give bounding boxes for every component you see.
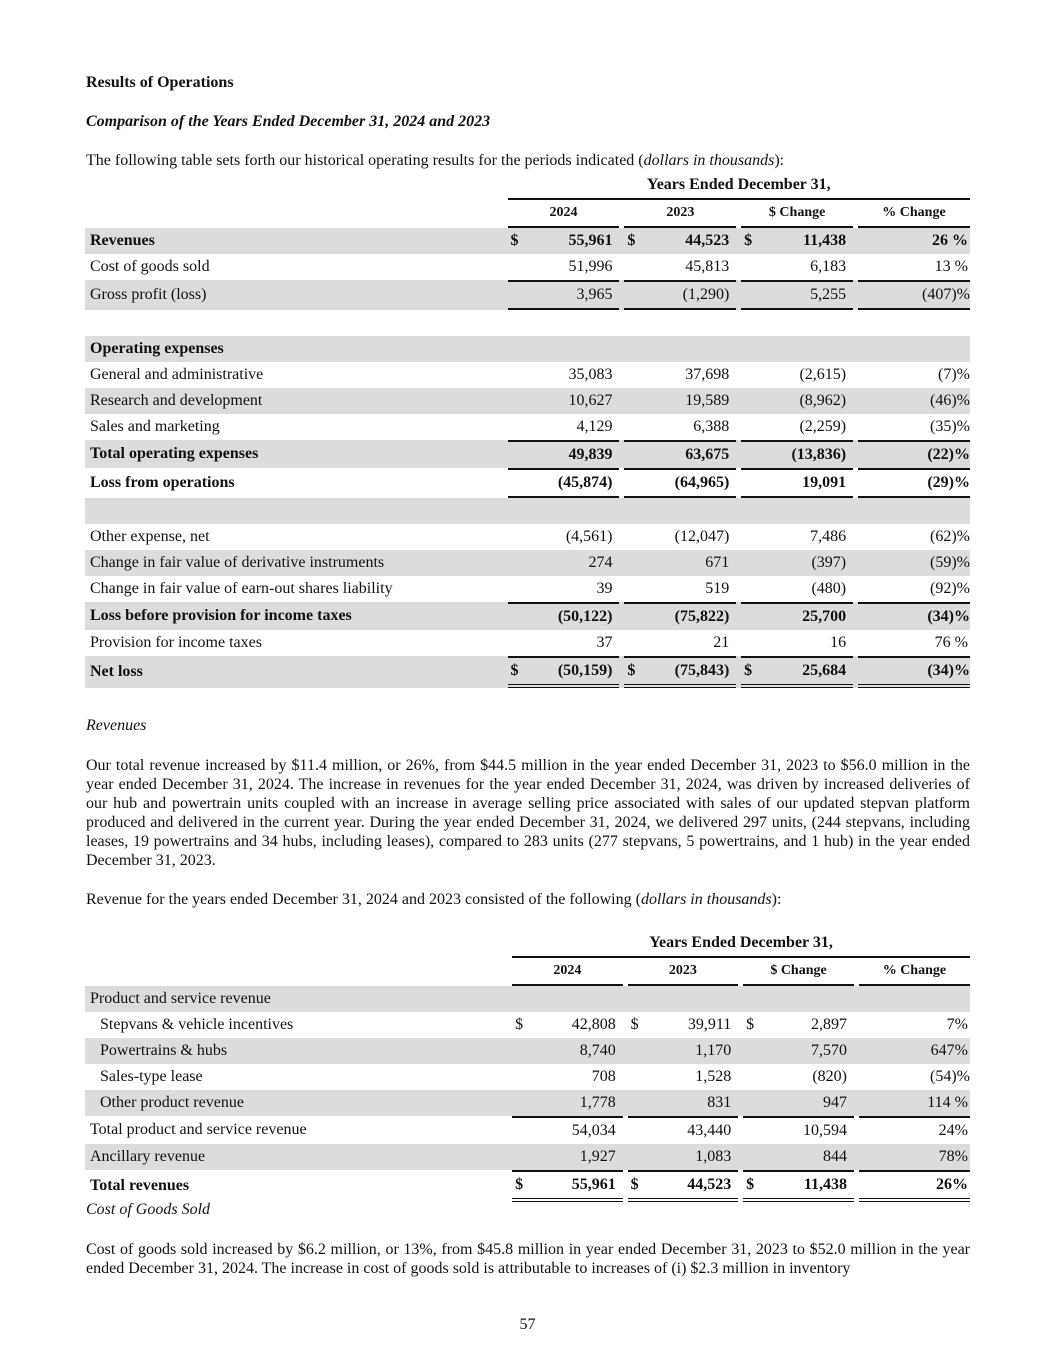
dollar-change — [741, 630, 853, 656]
value-2023 — [628, 986, 739, 1012]
dollar-change — [743, 1116, 854, 1144]
cell-value: (29)% — [927, 474, 970, 491]
dollar-change — [741, 254, 853, 280]
value-2023 — [628, 1038, 739, 1064]
cell-value: 24% — [938, 1122, 968, 1139]
dollar-change — [741, 310, 853, 336]
cell-value: 708 — [591, 1068, 616, 1085]
dollar-change — [741, 498, 853, 524]
cell-value: 78% — [938, 1148, 968, 1165]
cell-value: 44,523 — [687, 1176, 732, 1193]
percent-change — [858, 468, 970, 498]
cell-value: 1,170 — [695, 1042, 732, 1059]
cell-value: 39 — [596, 580, 613, 597]
table-row — [85, 986, 970, 1012]
dollar-sign: $ — [627, 662, 636, 679]
dollar-change — [743, 1038, 854, 1064]
dollar-change — [743, 1170, 854, 1202]
cell-value: (64,965) — [674, 474, 730, 491]
cell-value: (2,615) — [799, 366, 847, 383]
cell-value: (50,122) — [557, 608, 613, 625]
value-2023 — [624, 524, 736, 550]
table-row — [85, 1144, 970, 1170]
cell-value: (13,836) — [791, 446, 847, 463]
cell-value: 7,570 — [810, 1042, 847, 1059]
cell-value: (75,843) — [674, 662, 730, 679]
dollar-change — [741, 388, 853, 414]
percent-change — [859, 1144, 970, 1170]
cell-value: 2,897 — [810, 1016, 847, 1033]
value-2024 — [512, 1170, 623, 1202]
table-row — [85, 440, 970, 468]
cell-value: 114 % — [927, 1094, 968, 1111]
percent-change — [858, 656, 970, 688]
column-header: 2024 — [508, 200, 620, 228]
dollar-sign: $ — [630, 1176, 639, 1193]
value-2023 — [624, 468, 736, 498]
cell-value: 35,083 — [568, 366, 613, 383]
cell-value: (75,822) — [674, 608, 730, 625]
value-2024 — [508, 362, 620, 388]
cell-value: 1,927 — [579, 1148, 616, 1165]
cell-value: 55,961 — [568, 232, 613, 249]
cell-value: 43,440 — [687, 1122, 732, 1139]
value-2023 — [624, 602, 736, 630]
cell-value: 54,034 — [571, 1122, 616, 1139]
value-2023 — [628, 1170, 739, 1202]
cell-value: 19,589 — [685, 392, 730, 409]
percent-change — [858, 576, 970, 602]
dollar-change — [743, 1144, 854, 1170]
table-row — [85, 362, 970, 388]
value-2023 — [624, 310, 736, 336]
dollar-change — [741, 280, 853, 310]
row-label: Net loss — [85, 656, 503, 688]
cell-value: 19,091 — [802, 474, 847, 491]
intro-text: The following table sets forth our historical operating results for the periods indicated ( — [86, 152, 644, 169]
row-label: Stepvans & vehicle incentives — [100, 1016, 294, 1033]
table-row — [85, 656, 970, 688]
cell-value: 39,911 — [687, 1016, 732, 1033]
row-label: Provision for income taxes — [90, 634, 262, 651]
value-2023 — [624, 498, 736, 524]
cell-value: 10,594 — [802, 1122, 847, 1139]
dollar-change — [741, 440, 853, 468]
page-number: 57 — [519, 1316, 536, 1333]
value-2023 — [624, 440, 736, 468]
cell-value: 11,438 — [802, 232, 847, 249]
value-2024 — [508, 336, 620, 362]
value-2023 — [624, 414, 736, 440]
value-2023 — [624, 228, 736, 254]
value-2024 — [508, 280, 620, 310]
dollar-change — [741, 362, 853, 388]
cell-value: 44,523 — [685, 232, 730, 249]
cell-value: (2,259) — [799, 418, 847, 435]
value-2024 — [508, 310, 620, 336]
column-header: 2023 — [624, 200, 736, 228]
row-label: Sales-type lease — [100, 1068, 203, 1085]
value-2024 — [508, 440, 620, 468]
cell-value: (45,874) — [557, 474, 613, 491]
table-row — [85, 1116, 970, 1144]
value-2023 — [624, 630, 736, 656]
cell-value: 947 — [822, 1094, 847, 1111]
value-2023 — [624, 576, 736, 602]
cell-value: 671 — [705, 554, 730, 571]
cell-value: 21 — [713, 634, 730, 651]
dollar-change — [741, 550, 853, 576]
value-2024 — [512, 986, 623, 1012]
cell-value: (22)% — [927, 446, 970, 463]
cell-value: 647% — [930, 1042, 968, 1059]
dollar-change — [743, 1064, 854, 1090]
value-2024 — [512, 1090, 623, 1116]
dollar-sign: $ — [515, 1016, 524, 1033]
value-2023 — [624, 362, 736, 388]
cell-value: (1,290) — [682, 286, 730, 303]
value-2024 — [508, 414, 620, 440]
cell-value: (34)% — [927, 608, 970, 625]
cogs-heading: Cost of Goods Sold — [86, 1201, 211, 1218]
dollar-sign: $ — [515, 1176, 524, 1193]
cell-value: 76 % — [934, 634, 968, 651]
cell-value: 63,675 — [685, 446, 730, 463]
percent-change — [858, 336, 970, 362]
intro-text-end: ): — [774, 152, 785, 169]
percent-change — [858, 228, 970, 254]
cell-value: (480) — [811, 580, 847, 597]
dollar-change — [741, 524, 853, 550]
value-2024 — [508, 602, 620, 630]
table-row — [85, 388, 970, 414]
table-row — [85, 1170, 970, 1202]
cell-value: (54)% — [930, 1068, 970, 1085]
table-row — [85, 1090, 970, 1116]
column-header: $ Change — [743, 958, 854, 986]
dollar-sign: $ — [630, 1016, 639, 1033]
percent-change — [859, 1012, 970, 1038]
cell-value: 49,839 — [568, 446, 613, 463]
intro-text: Revenue for the years ended December 31, 2024 and 2023 consisted of the following ( — [86, 891, 641, 908]
table-row — [85, 468, 970, 498]
percent-change — [858, 414, 970, 440]
cell-value: (59)% — [930, 554, 970, 571]
cell-value: 10,627 — [568, 392, 613, 409]
dollar-change — [741, 336, 853, 362]
row-label: Sales and marketing — [90, 418, 220, 435]
cell-value: 51,996 — [568, 258, 613, 275]
row-label: Other product revenue — [85, 1090, 507, 1116]
row-label: Ancillary revenue — [85, 1144, 507, 1170]
row-label: Other expense, net — [90, 528, 210, 545]
cell-value: (50,159) — [557, 662, 613, 679]
cell-value: (4,561) — [565, 528, 613, 545]
dollar-change — [741, 228, 853, 254]
table-row — [85, 576, 970, 602]
row-label — [85, 310, 503, 336]
dollar-sign: $ — [746, 1016, 755, 1033]
cell-value: 519 — [705, 580, 730, 597]
percent-change — [858, 550, 970, 576]
cell-value: 844 — [822, 1148, 847, 1165]
cell-value: 6,388 — [693, 418, 730, 435]
group-header: Years Ended December 31, — [512, 930, 970, 958]
cell-value: (92)% — [930, 580, 970, 597]
table-row — [85, 280, 970, 310]
percent-change — [858, 602, 970, 630]
row-label: Cost of goods sold — [90, 258, 210, 275]
table-row — [85, 336, 970, 362]
cell-value: 3,965 — [576, 286, 613, 303]
table-row — [85, 414, 970, 440]
table-row — [85, 524, 970, 550]
cell-value: 1,778 — [579, 1094, 616, 1111]
value-2024 — [512, 1038, 623, 1064]
cell-value: 25,700 — [802, 608, 847, 625]
value-2023 — [628, 1012, 739, 1038]
section-title: Results of Operations — [86, 74, 234, 91]
dollar-change — [741, 468, 853, 498]
table-row — [85, 498, 970, 524]
row-label: Operating expenses — [85, 336, 503, 362]
value-2024 — [508, 228, 620, 254]
column-header: 2024 — [512, 958, 623, 986]
value-2024 — [508, 550, 620, 576]
value-2024 — [512, 1144, 623, 1170]
cell-value: 45,813 — [685, 258, 730, 275]
cell-value: 5,255 — [810, 286, 847, 303]
value-2024 — [508, 254, 620, 280]
row-label: Powertrains & hubs — [85, 1038, 507, 1064]
table-row — [85, 1038, 970, 1064]
table-row — [85, 630, 970, 656]
dollar-sign: $ — [627, 232, 636, 249]
dollar-sign: $ — [746, 1176, 755, 1193]
percent-change — [858, 498, 970, 524]
value-2023 — [628, 1116, 739, 1144]
row-label: Total revenues — [90, 1177, 190, 1194]
table-row — [85, 550, 970, 576]
cell-value: 26 % — [932, 232, 968, 249]
value-2024 — [508, 524, 620, 550]
cell-value: 8,740 — [579, 1042, 616, 1059]
value-2024 — [508, 656, 620, 688]
cell-value: (820) — [812, 1068, 847, 1085]
cell-value: 1,528 — [695, 1068, 732, 1085]
cell-value: (7)% — [938, 366, 970, 383]
value-2023 — [624, 656, 736, 688]
dollar-sign: $ — [510, 232, 519, 249]
row-label: Loss before provision for income taxes — [85, 602, 503, 630]
revenues-paragraph: Our total revenue increased by $11.4 million, or 26%, from $44.5 million in the year ended December 31, 2023 to $56.0 million in the year ended December 31, 2024. The increase in revenues for the year ended December 31, 2024, was driven by increased deliveries of our hub and powertrain units coupled with an increase in average selling price associated with sales of our updated stepvan platform produced and delivered in the current year. During the year ended December 31, 2024, we delivered 297 units, (244 stepvans, including leases, 19 powertrains and 34 hubs, including leases), compared to 283 units (277 stepvans, 5 powertrains, and 1 hub) in the year ended December 31, 2023. — [86, 757, 970, 869]
cell-value: 11,438 — [803, 1176, 847, 1193]
cell-value: (34)% — [927, 662, 970, 679]
column-header: % Change — [859, 958, 970, 986]
table-row — [85, 310, 970, 336]
percent-change — [858, 630, 970, 656]
cell-value: (407)% — [922, 286, 970, 303]
column-header: 2023 — [628, 958, 739, 986]
percent-change — [858, 524, 970, 550]
cell-value: 26% — [936, 1176, 968, 1193]
intro-italic: dollars in thousands — [643, 152, 775, 169]
cell-value: 55,961 — [571, 1176, 616, 1193]
value-2024 — [508, 630, 620, 656]
cell-value: (397) — [811, 554, 847, 571]
percent-change — [859, 1038, 970, 1064]
table1-intro — [86, 152, 784, 170]
table-row — [85, 254, 970, 280]
percent-change — [858, 280, 970, 310]
cell-value: 42,808 — [571, 1016, 616, 1033]
cell-value: 4,129 — [576, 418, 613, 435]
cell-value: 7,486 — [810, 528, 847, 545]
percent-change — [858, 388, 970, 414]
dollar-change — [743, 1090, 854, 1116]
subsection-title: Comparison of the Years Ended December 31, 2024 and 2023 — [86, 113, 491, 130]
cell-value: (12,047) — [674, 528, 730, 545]
dollar-sign: $ — [744, 662, 753, 679]
value-2024 — [512, 1012, 623, 1038]
intro-italic: dollars in thousands — [640, 891, 772, 908]
percent-change — [859, 1116, 970, 1144]
dollar-change — [743, 986, 854, 1012]
revenues-heading: Revenues — [86, 717, 147, 734]
operating-results-table — [85, 172, 970, 688]
value-2024 — [512, 1116, 623, 1144]
table-row — [85, 1012, 970, 1038]
value-2023 — [624, 550, 736, 576]
cell-value: 274 — [588, 554, 613, 571]
table-row — [85, 602, 970, 630]
value-2023 — [624, 336, 736, 362]
intro-text-end: ): — [771, 891, 782, 908]
dollar-change — [741, 656, 853, 688]
cell-value: 7% — [946, 1016, 968, 1033]
row-label: General and administrative — [90, 366, 264, 383]
row-label: Total operating expenses — [85, 440, 503, 468]
value-2023 — [624, 388, 736, 414]
row-label: Loss from operations — [90, 474, 235, 491]
cell-value: (35)% — [930, 418, 970, 435]
percent-change — [858, 310, 970, 336]
cell-value: 16 — [830, 634, 847, 651]
percent-change — [859, 986, 970, 1012]
group-header: Years Ended December 31, — [508, 172, 970, 200]
value-2023 — [628, 1090, 739, 1116]
table-row — [85, 1064, 970, 1090]
value-2023 — [624, 280, 736, 310]
revenue-breakdown-table — [85, 930, 970, 1202]
value-2024 — [512, 1064, 623, 1090]
dollar-change — [741, 576, 853, 602]
cell-value: 13 % — [934, 258, 968, 275]
table-row — [85, 228, 970, 254]
column-header: % Change — [858, 200, 970, 228]
dollar-sign: $ — [744, 232, 753, 249]
row-label: Total product and service revenue — [90, 1121, 307, 1138]
row-label — [85, 498, 503, 524]
header-blank — [85, 172, 503, 200]
dollar-change — [743, 1012, 854, 1038]
percent-change — [858, 254, 970, 280]
row-label: Gross profit (loss) — [85, 280, 503, 310]
cell-value: (46)% — [930, 392, 970, 409]
row-label: Change in fair value of derivative instruments — [85, 550, 503, 576]
cell-value: 831 — [707, 1094, 732, 1111]
cogs-paragraph: Cost of goods sold increased by $6.2 million, or 13%, from $45.8 million in year ended December 31, 2023 to $52.0 million in the year ended December 31, 2024. The increase in cost of goods sold is attributable to increases of (i) $2.3 million in inventory — [86, 1241, 970, 1277]
percent-change — [859, 1090, 970, 1116]
cell-value: 1,083 — [695, 1148, 732, 1165]
value-2023 — [624, 254, 736, 280]
dollar-sign: $ — [510, 662, 519, 679]
row-label: Product and service revenue — [85, 986, 507, 1012]
cell-value: 37,698 — [685, 366, 730, 383]
percent-change — [859, 1064, 970, 1090]
percent-change — [859, 1170, 970, 1202]
value-2024 — [508, 468, 620, 498]
value-2024 — [508, 388, 620, 414]
cell-value: 25,684 — [802, 662, 847, 679]
row-label: Change in fair value of earn-out shares liability — [90, 580, 393, 597]
cell-value: 6,183 — [810, 258, 847, 275]
row-label: Revenues — [85, 228, 503, 254]
column-header: $ Change — [741, 200, 853, 228]
value-2023 — [628, 1144, 739, 1170]
percent-change — [858, 440, 970, 468]
table2-intro — [86, 891, 781, 909]
value-2024 — [508, 498, 620, 524]
cell-value: (8,962) — [799, 392, 847, 409]
cell-value: 37 — [596, 634, 613, 651]
cell-value: (62)% — [930, 528, 970, 545]
value-2024 — [508, 576, 620, 602]
value-2023 — [628, 1064, 739, 1090]
percent-change — [858, 362, 970, 388]
dollar-change — [741, 414, 853, 440]
row-label: Research and development — [85, 388, 503, 414]
dollar-change — [741, 602, 853, 630]
